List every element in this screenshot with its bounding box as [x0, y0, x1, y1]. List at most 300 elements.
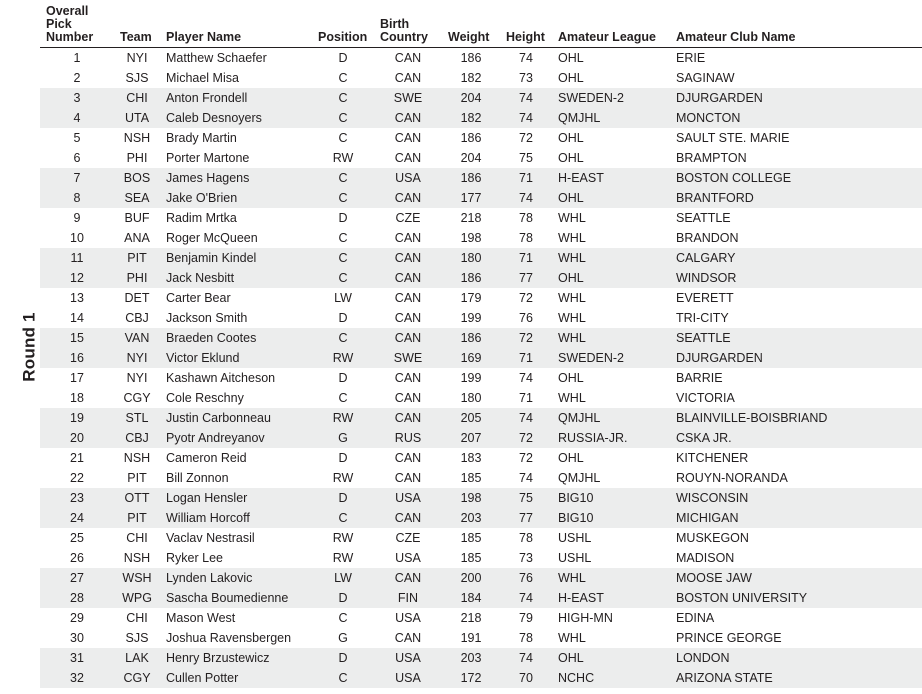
- cell-weight: 218: [442, 608, 500, 628]
- cell-overall-pick-number: 31: [40, 648, 114, 668]
- cell-weight: 185: [442, 528, 500, 548]
- cell-team: PHI: [114, 268, 160, 288]
- table-row: [40, 648, 922, 668]
- cell-amateur-club-name: CALGARY: [670, 248, 922, 268]
- cell-height: 73: [500, 548, 552, 568]
- cell-amateur-league: WHL: [552, 308, 670, 328]
- cell-overall-pick-number: 23: [40, 488, 114, 508]
- cell-overall-pick-number: 8: [40, 188, 114, 208]
- cell-team: NYI: [114, 48, 160, 69]
- cell-amateur-league: USHL: [552, 548, 670, 568]
- cell-player-name: Cole Reschny: [160, 388, 312, 408]
- cell-overall-pick-number: 25: [40, 528, 114, 548]
- cell-position: C: [312, 248, 374, 268]
- cell-overall-pick-number: 3: [40, 88, 114, 108]
- cell-overall-pick-number: 10: [40, 228, 114, 248]
- cell-overall-pick-number: 30: [40, 628, 114, 648]
- cell-overall-pick-number: 4: [40, 108, 114, 128]
- column-header-birth-country: [374, 0, 442, 48]
- cell-player-name: Jackson Smith: [160, 308, 312, 328]
- cell-player-name: Anton Frondell: [160, 88, 312, 108]
- cell-position: C: [312, 608, 374, 628]
- table-row: [40, 628, 922, 648]
- cell-team: SEA: [114, 188, 160, 208]
- cell-amateur-league: SWEDEN-2: [552, 88, 670, 108]
- cell-position: RW: [312, 408, 374, 428]
- cell-amateur-league: H-EAST: [552, 588, 670, 608]
- cell-position: D: [312, 448, 374, 468]
- cell-height: 71: [500, 248, 552, 268]
- cell-overall-pick-number: 17: [40, 368, 114, 388]
- cell-player-name: Cameron Reid: [160, 448, 312, 468]
- cell-height: 71: [500, 168, 552, 188]
- table-row: [40, 268, 922, 288]
- cell-amateur-club-name: MUSKEGON: [670, 528, 922, 548]
- cell-weight: 191: [442, 628, 500, 648]
- table-row: [40, 668, 922, 688]
- cell-amateur-club-name: BRANTFORD: [670, 188, 922, 208]
- cell-player-name: William Horcoff: [160, 508, 312, 528]
- cell-weight: 198: [442, 488, 500, 508]
- column-header-height: [500, 0, 552, 48]
- cell-amateur-club-name: MONCTON: [670, 108, 922, 128]
- cell-height: 71: [500, 388, 552, 408]
- cell-amateur-league: WHL: [552, 388, 670, 408]
- cell-weight: 180: [442, 388, 500, 408]
- cell-birth-country: CAN: [374, 248, 442, 268]
- cell-amateur-league: SWEDEN-2: [552, 348, 670, 368]
- table-row: [40, 228, 922, 248]
- cell-height: 76: [500, 568, 552, 588]
- cell-overall-pick-number: 32: [40, 668, 114, 688]
- cell-birth-country: CAN: [374, 288, 442, 308]
- draft-table-container: [40, 0, 922, 688]
- column-header-line2: Country: [380, 30, 428, 44]
- cell-player-name: Cullen Potter: [160, 668, 312, 688]
- table-row: [40, 388, 922, 408]
- cell-weight: 204: [442, 148, 500, 168]
- cell-overall-pick-number: 13: [40, 288, 114, 308]
- cell-weight: 182: [442, 68, 500, 88]
- cell-amateur-league: WHL: [552, 208, 670, 228]
- column-header-player-name: [160, 0, 312, 48]
- cell-team: CHI: [114, 88, 160, 108]
- cell-player-name: Pyotr Andreyanov: [160, 428, 312, 448]
- cell-team: BOS: [114, 168, 160, 188]
- cell-overall-pick-number: 26: [40, 548, 114, 568]
- cell-amateur-league: BIG10: [552, 488, 670, 508]
- cell-position: D: [312, 368, 374, 388]
- cell-birth-country: CAN: [374, 188, 442, 208]
- cell-birth-country: CAN: [374, 628, 442, 648]
- cell-weight: 185: [442, 468, 500, 488]
- cell-player-name: Kashawn Aitcheson: [160, 368, 312, 388]
- cell-amateur-club-name: SAULT STE. MARIE: [670, 128, 922, 148]
- cell-player-name: Justin Carbonneau: [160, 408, 312, 428]
- cell-team: BUF: [114, 208, 160, 228]
- cell-amateur-club-name: PRINCE GEORGE: [670, 628, 922, 648]
- cell-amateur-club-name: VICTORIA: [670, 388, 922, 408]
- cell-amateur-league: OHL: [552, 648, 670, 668]
- cell-position: RW: [312, 148, 374, 168]
- cell-height: 75: [500, 488, 552, 508]
- cell-amateur-club-name: SAGINAW: [670, 68, 922, 88]
- cell-team: WPG: [114, 588, 160, 608]
- cell-amateur-league: BIG10: [552, 508, 670, 528]
- cell-amateur-club-name: BLAINVILLE-BOISBRIAND: [670, 408, 922, 428]
- cell-height: 72: [500, 448, 552, 468]
- column-header-line2: Position: [318, 30, 368, 44]
- cell-weight: 200: [442, 568, 500, 588]
- cell-amateur-league: H-EAST: [552, 168, 670, 188]
- cell-amateur-league: OHL: [552, 128, 670, 148]
- cell-amateur-club-name: LONDON: [670, 648, 922, 668]
- table-row: [40, 88, 922, 108]
- cell-weight: 183: [442, 448, 500, 468]
- cell-amateur-league: OHL: [552, 48, 670, 69]
- cell-birth-country: CAN: [374, 308, 442, 328]
- cell-weight: 169: [442, 348, 500, 368]
- table-row: [40, 568, 922, 588]
- table-row: [40, 288, 922, 308]
- table-row: [40, 148, 922, 168]
- cell-amateur-league: NCHC: [552, 668, 670, 688]
- cell-amateur-league: WHL: [552, 328, 670, 348]
- cell-height: 78: [500, 528, 552, 548]
- cell-position: C: [312, 108, 374, 128]
- table-row: [40, 548, 922, 568]
- cell-height: 74: [500, 368, 552, 388]
- cell-team: NSH: [114, 448, 160, 468]
- column-header-team: [114, 0, 160, 48]
- cell-player-name: Logan Hensler: [160, 488, 312, 508]
- cell-overall-pick-number: 19: [40, 408, 114, 428]
- cell-birth-country: CAN: [374, 408, 442, 428]
- column-header-line2: Team: [120, 30, 152, 44]
- cell-position: D: [312, 308, 374, 328]
- cell-weight: 185: [442, 548, 500, 568]
- cell-birth-country: CAN: [374, 148, 442, 168]
- cell-player-name: Vaclav Nestrasil: [160, 528, 312, 548]
- table-row: [40, 308, 922, 328]
- cell-team: NSH: [114, 128, 160, 148]
- column-header-line2: Height: [506, 30, 545, 44]
- table-row: [40, 368, 922, 388]
- cell-overall-pick-number: 21: [40, 448, 114, 468]
- cell-team: SJS: [114, 628, 160, 648]
- cell-height: 73: [500, 68, 552, 88]
- cell-weight: 186: [442, 128, 500, 148]
- cell-team: PIT: [114, 248, 160, 268]
- cell-position: D: [312, 648, 374, 668]
- column-header-amateur-league: [552, 0, 670, 48]
- cell-overall-pick-number: 29: [40, 608, 114, 628]
- cell-team: CHI: [114, 528, 160, 548]
- cell-player-name: Brady Martin: [160, 128, 312, 148]
- cell-amateur-league: QMJHL: [552, 468, 670, 488]
- table-row: [40, 528, 922, 548]
- column-header-line2: Player Name: [166, 30, 242, 44]
- cell-player-name: Joshua Ravensbergen: [160, 628, 312, 648]
- cell-height: 74: [500, 408, 552, 428]
- cell-height: 74: [500, 108, 552, 128]
- cell-team: NSH: [114, 548, 160, 568]
- cell-player-name: Caleb Desnoyers: [160, 108, 312, 128]
- cell-amateur-club-name: BOSTON UNIVERSITY: [670, 588, 922, 608]
- cell-position: C: [312, 268, 374, 288]
- cell-player-name: Matthew Schaefer: [160, 48, 312, 69]
- cell-player-name: Benjamin Kindel: [160, 248, 312, 268]
- cell-player-name: Victor Eklund: [160, 348, 312, 368]
- cell-overall-pick-number: 9: [40, 208, 114, 228]
- cell-team: VAN: [114, 328, 160, 348]
- cell-position: RW: [312, 528, 374, 548]
- cell-overall-pick-number: 11: [40, 248, 114, 268]
- cell-amateur-league: RUSSIA-JR.: [552, 428, 670, 448]
- table-row: [40, 188, 922, 208]
- table-row: [40, 248, 922, 268]
- cell-weight: 172: [442, 668, 500, 688]
- cell-amateur-league: WHL: [552, 288, 670, 308]
- cell-position: D: [312, 488, 374, 508]
- cell-height: 76: [500, 308, 552, 328]
- cell-birth-country: USA: [374, 608, 442, 628]
- table-row: [40, 468, 922, 488]
- table-row: [40, 588, 922, 608]
- cell-overall-pick-number: 16: [40, 348, 114, 368]
- table-row: [40, 608, 922, 628]
- table-row: [40, 408, 922, 428]
- cell-amateur-club-name: EDINA: [670, 608, 922, 628]
- cell-player-name: Henry Brzustewicz: [160, 648, 312, 668]
- cell-player-name: Porter Martone: [160, 148, 312, 168]
- cell-birth-country: CAN: [374, 68, 442, 88]
- cell-overall-pick-number: 15: [40, 328, 114, 348]
- cell-overall-pick-number: 1: [40, 48, 114, 69]
- cell-height: 71: [500, 348, 552, 368]
- cell-birth-country: USA: [374, 648, 442, 668]
- cell-player-name: Ryker Lee: [160, 548, 312, 568]
- cell-overall-pick-number: 24: [40, 508, 114, 528]
- cell-height: 79: [500, 608, 552, 628]
- cell-overall-pick-number: 12: [40, 268, 114, 288]
- cell-amateur-club-name: ROUYN-NORANDA: [670, 468, 922, 488]
- draft-table: [40, 0, 922, 688]
- cell-amateur-club-name: BRANDON: [670, 228, 922, 248]
- cell-team: CGY: [114, 668, 160, 688]
- table-row: [40, 208, 922, 228]
- cell-position: RW: [312, 348, 374, 368]
- cell-birth-country: SWE: [374, 88, 442, 108]
- table-row: [40, 108, 922, 128]
- cell-weight: 179: [442, 288, 500, 308]
- cell-player-name: Sascha Boumedienne: [160, 588, 312, 608]
- cell-birth-country: USA: [374, 488, 442, 508]
- cell-weight: 184: [442, 588, 500, 608]
- cell-birth-country: CAN: [374, 108, 442, 128]
- cell-position: C: [312, 228, 374, 248]
- cell-position: C: [312, 188, 374, 208]
- cell-weight: 204: [442, 88, 500, 108]
- cell-height: 70: [500, 668, 552, 688]
- table-row: [40, 68, 922, 88]
- cell-amateur-club-name: DJURGARDEN: [670, 348, 922, 368]
- cell-birth-country: CAN: [374, 568, 442, 588]
- cell-team: WSH: [114, 568, 160, 588]
- cell-amateur-league: WHL: [552, 568, 670, 588]
- table-row: [40, 48, 922, 69]
- cell-team: ANA: [114, 228, 160, 248]
- cell-overall-pick-number: 28: [40, 588, 114, 608]
- cell-overall-pick-number: 27: [40, 568, 114, 588]
- table-row: [40, 128, 922, 148]
- cell-birth-country: CAN: [374, 268, 442, 288]
- cell-team: PIT: [114, 468, 160, 488]
- cell-height: 78: [500, 628, 552, 648]
- cell-birth-country: CAN: [374, 468, 442, 488]
- cell-weight: 207: [442, 428, 500, 448]
- cell-team: UTA: [114, 108, 160, 128]
- cell-weight: 199: [442, 368, 500, 388]
- table-row: [40, 448, 922, 468]
- cell-birth-country: FIN: [374, 588, 442, 608]
- cell-height: 75: [500, 148, 552, 168]
- cell-team: CBJ: [114, 308, 160, 328]
- cell-amateur-club-name: TRI-CITY: [670, 308, 922, 328]
- cell-team: NYI: [114, 348, 160, 368]
- cell-overall-pick-number: 6: [40, 148, 114, 168]
- table-row: [40, 428, 922, 448]
- cell-position: C: [312, 88, 374, 108]
- cell-overall-pick-number: 2: [40, 68, 114, 88]
- cell-weight: 203: [442, 508, 500, 528]
- cell-height: 74: [500, 588, 552, 608]
- cell-birth-country: USA: [374, 668, 442, 688]
- cell-player-name: Bill Zonnon: [160, 468, 312, 488]
- cell-position: C: [312, 668, 374, 688]
- cell-player-name: Mason West: [160, 608, 312, 628]
- cell-amateur-club-name: ARIZONA STATE: [670, 668, 922, 688]
- cell-overall-pick-number: 14: [40, 308, 114, 328]
- cell-amateur-club-name: CSKA JR.: [670, 428, 922, 448]
- cell-height: 74: [500, 88, 552, 108]
- cell-birth-country: SWE: [374, 348, 442, 368]
- cell-height: 72: [500, 288, 552, 308]
- cell-position: RW: [312, 548, 374, 568]
- cell-position: G: [312, 628, 374, 648]
- cell-height: 77: [500, 268, 552, 288]
- cell-weight: 186: [442, 328, 500, 348]
- cell-amateur-league: WHL: [552, 248, 670, 268]
- cell-position: C: [312, 128, 374, 148]
- cell-position: C: [312, 508, 374, 528]
- column-header-amateur-club-name: [670, 0, 922, 48]
- cell-birth-country: CAN: [374, 328, 442, 348]
- cell-weight: 218: [442, 208, 500, 228]
- cell-team: SJS: [114, 68, 160, 88]
- cell-height: 74: [500, 648, 552, 668]
- cell-amateur-club-name: BOSTON COLLEGE: [670, 168, 922, 188]
- cell-amateur-league: OHL: [552, 148, 670, 168]
- cell-birth-country: RUS: [374, 428, 442, 448]
- cell-overall-pick-number: 18: [40, 388, 114, 408]
- cell-birth-country: CZE: [374, 208, 442, 228]
- cell-height: 72: [500, 328, 552, 348]
- cell-birth-country: CAN: [374, 228, 442, 248]
- cell-height: 78: [500, 228, 552, 248]
- cell-height: 74: [500, 188, 552, 208]
- cell-amateur-league: QMJHL: [552, 108, 670, 128]
- cell-team: PHI: [114, 148, 160, 168]
- cell-player-name: Lynden Lakovic: [160, 568, 312, 588]
- cell-team: PIT: [114, 508, 160, 528]
- cell-amateur-club-name: MOOSE JAW: [670, 568, 922, 588]
- cell-position: D: [312, 208, 374, 228]
- cell-weight: 177: [442, 188, 500, 208]
- cell-birth-country: CAN: [374, 508, 442, 528]
- cell-birth-country: CAN: [374, 128, 442, 148]
- cell-amateur-club-name: WISCONSIN: [670, 488, 922, 508]
- table-header-row: [40, 0, 922, 48]
- cell-overall-pick-number: 7: [40, 168, 114, 188]
- cell-amateur-league: WHL: [552, 228, 670, 248]
- cell-height: 78: [500, 208, 552, 228]
- cell-birth-country: USA: [374, 168, 442, 188]
- table-row: [40, 488, 922, 508]
- table-body: [40, 48, 922, 689]
- cell-position: RW: [312, 468, 374, 488]
- cell-player-name: Michael Misa: [160, 68, 312, 88]
- cell-amateur-club-name: BARRIE: [670, 368, 922, 388]
- table-header: [40, 0, 922, 48]
- cell-weight: 198: [442, 228, 500, 248]
- cell-amateur-league: OHL: [552, 368, 670, 388]
- cell-amateur-club-name: ERIE: [670, 48, 922, 69]
- cell-amateur-club-name: SEATTLE: [670, 208, 922, 228]
- cell-height: 77: [500, 508, 552, 528]
- column-header-line1: Birth: [380, 17, 410, 31]
- cell-amateur-league: HIGH-MN: [552, 608, 670, 628]
- cell-team: LAK: [114, 648, 160, 668]
- cell-player-name: Jake O'Brien: [160, 188, 312, 208]
- column-header-position: [312, 0, 374, 48]
- table-row: [40, 348, 922, 368]
- cell-amateur-club-name: KITCHENER: [670, 448, 922, 468]
- cell-birth-country: CAN: [374, 448, 442, 468]
- cell-birth-country: CAN: [374, 368, 442, 388]
- cell-amateur-league: USHL: [552, 528, 670, 548]
- column-header-line2: Number: [46, 30, 94, 44]
- cell-position: D: [312, 48, 374, 69]
- column-header-line1: Overall Pick: [46, 4, 89, 31]
- cell-amateur-club-name: MADISON: [670, 548, 922, 568]
- cell-player-name: Jack Nesbitt: [160, 268, 312, 288]
- cell-weight: 186: [442, 168, 500, 188]
- cell-team: CHI: [114, 608, 160, 628]
- cell-position: C: [312, 68, 374, 88]
- cell-height: 74: [500, 48, 552, 69]
- cell-height: 74: [500, 468, 552, 488]
- cell-amateur-club-name: WINDSOR: [670, 268, 922, 288]
- cell-amateur-league: OHL: [552, 268, 670, 288]
- column-header-line2: Amateur Club Name: [676, 30, 796, 44]
- cell-team: OTT: [114, 488, 160, 508]
- cell-position: LW: [312, 288, 374, 308]
- cell-player-name: Radim Mrtka: [160, 208, 312, 228]
- column-header-line2: Amateur League: [558, 30, 656, 44]
- cell-amateur-league: QMJHL: [552, 408, 670, 428]
- cell-weight: 203: [442, 648, 500, 668]
